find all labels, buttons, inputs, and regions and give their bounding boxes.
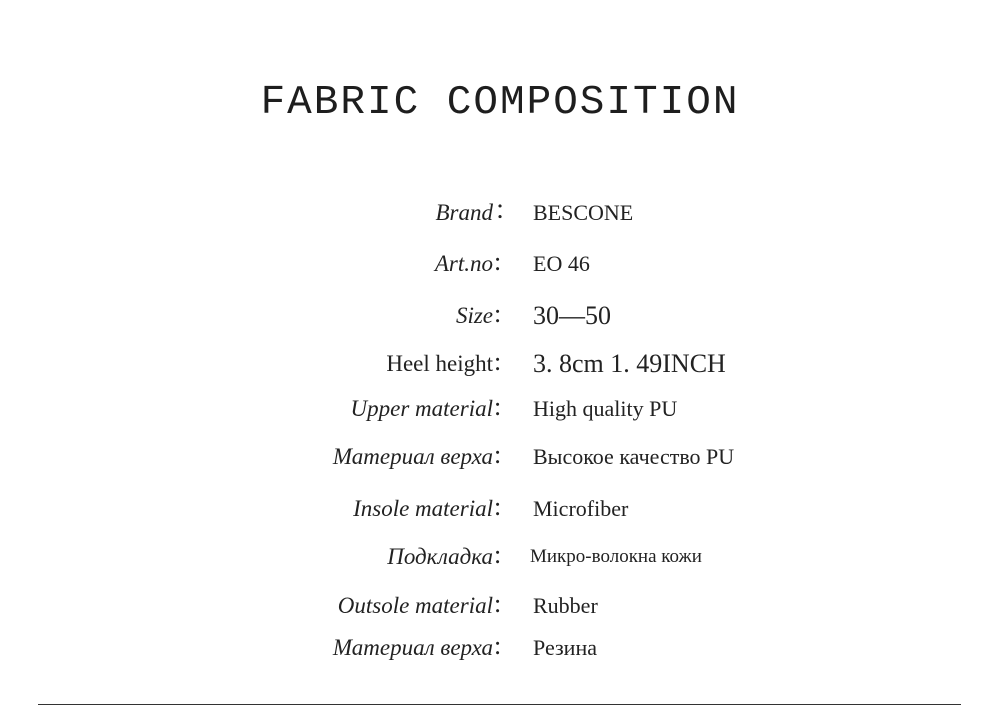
- spec-value: Microfiber: [533, 496, 629, 521]
- page-title: FABRIC COMPOSITION: [260, 80, 740, 126]
- spec-colon: ：: [494, 196, 521, 225]
- spec-colon: :: [494, 492, 502, 521]
- spec-value: 3. 8cm 1. 49INCH: [533, 349, 726, 378]
- spec-value: Высокое качество PU: [533, 444, 735, 469]
- spec-row-outsole-material-ru: [0, 628, 1000, 668]
- spec-value: Rubber: [533, 593, 598, 618]
- spec-colon: :: [494, 540, 502, 569]
- spec-label: Outsole material: [337, 593, 493, 618]
- spec-label: Heel height: [386, 351, 493, 376]
- spec-row-upper-material: [0, 389, 1000, 429]
- spec-label: Size: [455, 303, 493, 328]
- spec-colon: :: [494, 247, 502, 276]
- spec-label: Insole material: [353, 496, 493, 521]
- spec-value: Микро-волокна кожи: [530, 546, 702, 567]
- spec-row-upper-material-ru: [0, 437, 1000, 477]
- spec-value: EO 46: [533, 251, 590, 276]
- spec-row-size: [0, 296, 1000, 336]
- spec-colon: :: [494, 299, 502, 328]
- spec-value: 30—50: [533, 301, 611, 330]
- spec-colon: :: [494, 631, 502, 660]
- spec-value: High quality PU: [533, 396, 678, 421]
- spec-colon: :: [494, 440, 502, 469]
- spec-value: Резина: [533, 635, 597, 660]
- spec-colon: :: [494, 347, 502, 376]
- spec-row-lining: [0, 537, 1000, 577]
- spec-label: Upper material: [350, 396, 493, 421]
- spec-row-heel-height: [0, 344, 1000, 384]
- spec-row-outsole-material: [0, 586, 1000, 626]
- spec-label: Материал верха: [332, 635, 493, 660]
- spec-row-art-no: [0, 244, 1000, 284]
- bottom-divider: [38, 704, 961, 705]
- spec-row-insole-material: [0, 489, 1000, 529]
- spec-value: BESCONE: [533, 200, 634, 225]
- spec-label: Brand: [435, 200, 493, 225]
- spec-label: Материал верха: [332, 444, 493, 469]
- spec-label: Подкладка: [387, 544, 493, 569]
- spec-label: Art.no: [434, 251, 493, 276]
- spec-colon: :: [494, 392, 502, 421]
- spec-row-brand: [0, 193, 1000, 233]
- spec-colon: :: [494, 589, 502, 618]
